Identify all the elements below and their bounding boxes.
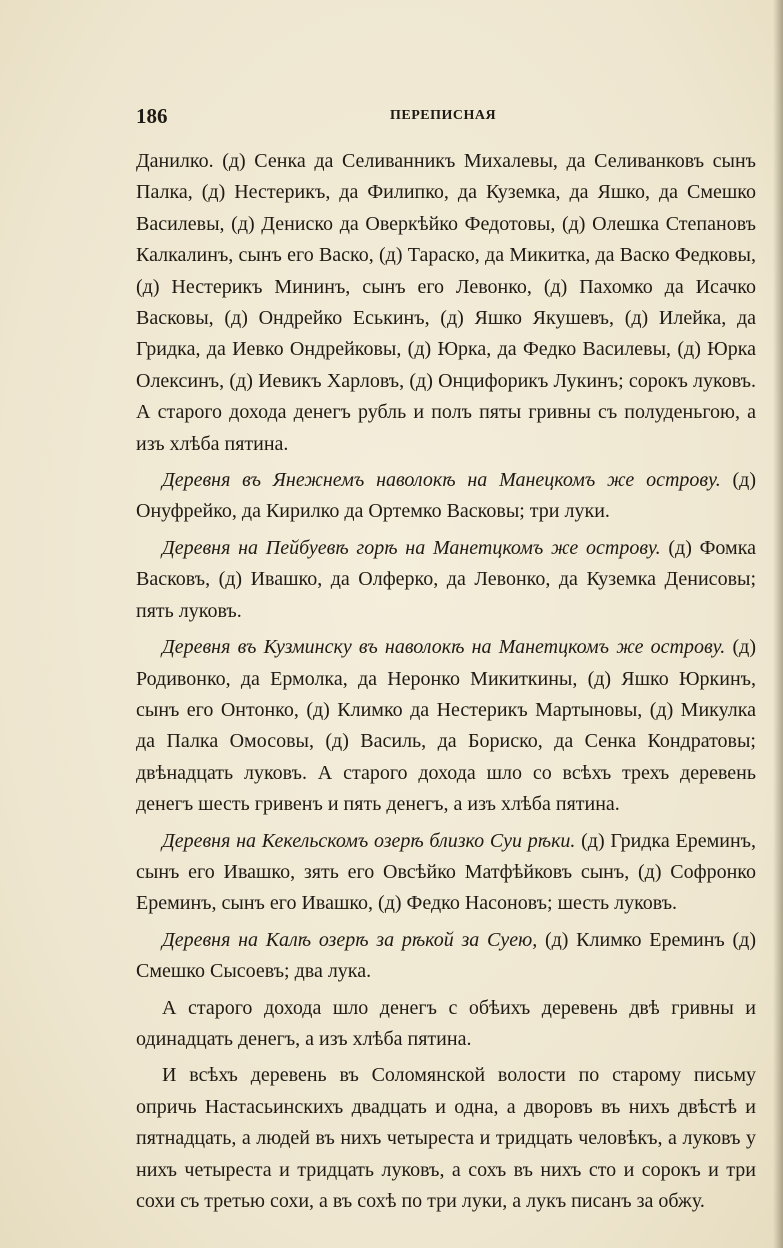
paragraph-text: И всѣхъ деревень въ Соломянской волости по старому письму опричь Настасьинскихъ двадцать и одна, а дворовъ въ нихъ двѣстѣ и пятнадцать, а людей въ нихъ четыреста и тридцать человѣкъ, а луковъ у нихъ четыреста и тридцать луковъ, а сохъ въ нихъ сто и сорокъ и три сохи съ третью сохи, а въ сохѣ по три луки, а лукъ писанъ за обжу.: [136, 1064, 756, 1212]
village-heading: Деревня въ Кузминску въ наволокѣ на Манетцкомъ же острову.: [162, 636, 726, 659]
paragraph-text: (д) Родивонко, да Ермолка, да Неронко Микиткины, (д) Яшко Юркинъ, сынъ его Онтонко, (д) Климко да Нестерикъ Мартыновы, (д) Микулка да Палка Омосовы, (д) Василь, да Бориско, да Сенка Кондратовы; двѣнадцать луковъ. А старого дохода шло со всѣхъ трехъ деревень денегъ шесть гривенъ и пять денегъ, а изъ хлѣба пятина.: [136, 636, 757, 816]
page-number: 186: [136, 104, 168, 128]
paragraph-text: Данилко. (д) Сенка да Селиванникъ Михалевы, да Селиванковъ сынъ Палка, (д) Нестерикъ, да Филипко, да Куземка, да Яшко, да Смешко Василевы, (д) Дениско да Оверкѣйко Федотовы, (д) Олешка Степановъ Калкалинъ, сынъ его Васко, (д) Тараско, да Микитка, да Васко Федковы, (д) Нестерикъ Мининъ, сынъ его Левонко, (д) Пахомко да Исачко Васковы, (д) Ондрейко Еськинъ, (д) Яшко Якушевъ, (д) Илейка, да Гридка, да Иевко Ондрейковы, (д) Юрка, да Федко Василевы, (д) Юрка Олексинъ, (д) Иевикъ Харловъ, (д) Онцифорикъ Лукинъ; сорокъ луковъ. А старого дохода денегъ рубль и полъ пяты гривны съ полуденьгою, а изъ хлѣба пятина.: [136, 150, 756, 455]
village-heading: Деревня на Калѣ озерѣ за рѣкой за Суею,: [162, 928, 538, 951]
paragraph-5: [136, 826, 756, 920]
paragraph-text: (д) Климко Ереминъ (д) Смешко Сысоевъ; два лука.: [136, 928, 756, 983]
paragraph-text: (д) Онуфрейко, да Кирилко да Ортемко Васковы; три луки.: [136, 469, 756, 523]
paragraph-6: [136, 925, 756, 988]
paragraph-7: [136, 993, 756, 1056]
paragraph-1: [136, 146, 756, 460]
village-heading: Деревня на Пейбуевѣ горѣ на Манетцкомъ же острову.: [162, 536, 661, 559]
paragraph-text: (д) Гридка Ереминъ, сынъ его Ивашко, зять его Овсѣйко Матфѣйковъ сынъ, (д) Софронко Ереминъ, сынъ его Ивашко, (д) Федко Насоновъ; шесть луковъ.: [136, 829, 757, 915]
running-title: ПЕРЕПИСНАЯ: [390, 108, 497, 123]
village-heading: Деревня въ Янежнемъ наволокѣ на Манецкомъ же острову.: [162, 469, 721, 492]
village-heading: Деревня на Кекельскомъ озерѣ близко Суи рѣки.: [162, 829, 576, 852]
paragraph-text: А старого дохода шло денегъ с обѣихъ деревень двѣ гривны и одинадцать денегъ, а изъ хлѣба пятина.: [136, 996, 756, 1050]
body-text: [136, 146, 756, 1217]
paragraph-2: [136, 465, 756, 528]
paragraph-text: (д) Фомка Васковъ, (д) Ивашко, да Олферко, да Левонко, да Куземка Денисовы; пять луковъ.: [136, 536, 756, 622]
paragraph-8: [136, 1060, 756, 1217]
paragraph-4: [136, 632, 756, 820]
page-edge-shadow: [773, 0, 783, 1248]
page-header: [136, 104, 756, 132]
paragraph-3: [136, 533, 756, 627]
